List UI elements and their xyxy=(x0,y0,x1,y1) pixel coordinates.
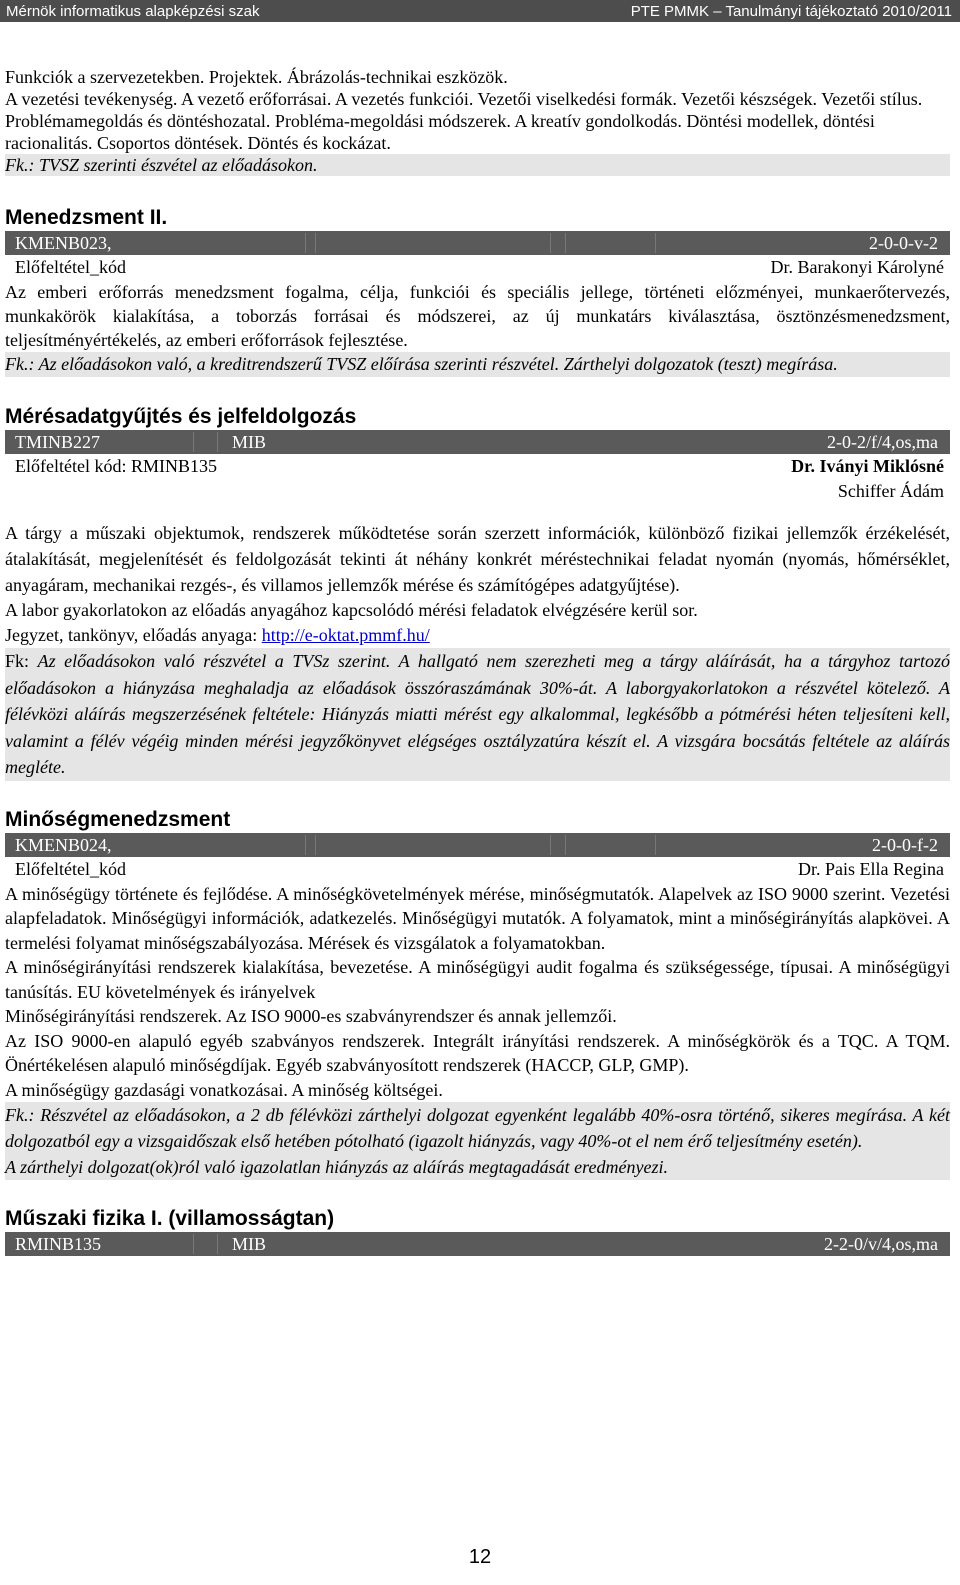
course-title: Menedzsment II. xyxy=(5,206,168,229)
course-requirement: Fk.: Az előadásokon való, a kreditrendszerű TVSZ előírása szerinti részvétel. Zárthelyi dolgozatok (teszt) megírása. xyxy=(5,352,950,377)
course-code: KMENB023, xyxy=(15,233,112,253)
course-code-bar xyxy=(5,1232,950,1256)
course-lecturer: Dr. Iványi Miklósné xyxy=(791,456,944,476)
course-code-bar xyxy=(5,430,950,454)
course-department: MIB xyxy=(232,432,267,452)
requirement-label: Fk: xyxy=(5,651,38,671)
course-labor-note: A labor gyakorlatokon az előadás anyagához kapcsolódó mérési feladatok elvégzésére kerül sor. xyxy=(5,600,698,620)
course-title: Műszaki fizika I. (villamosságtan) xyxy=(5,1207,335,1230)
course-title: Minőségmenedzsment xyxy=(5,807,231,831)
course-lecturer-2: Schiffer Ádám xyxy=(837,481,944,501)
course-materials xyxy=(5,623,950,648)
course-code: KMENB024, xyxy=(15,834,112,855)
course-requirement-2: A zárthelyi dolgozat(ok)ról való igazolatlan hiányzás az aláírás megtagadását eredményezi. xyxy=(5,1154,950,1180)
course-description: Az emberi erőforrás menedzsment fogalma, célja, funkciói és speciális jellege, történeti előzményei, munkaerőtervezés, munkakörök kialakítása, a toborzás forrásai és módszerei, az új munkatárs kiválasztása, ösztönzésmenedzsment, teljesítményértékelés, az emberi erőforrások fejlesztése. xyxy=(5,282,950,350)
page-number: 12 xyxy=(468,1546,492,1568)
requirement-text: Az előadásokon való részvétel a TVSz szerint. A hallgató nem szerezheti meg a tárgy aláírását, ha a tárgyhoz tartozó előadásokon a hiányzása meghaladja az előadások összóraszámának 30%-át. A laborgyakorlatokon a részvétel kötelező. A félévközi aláírás megszerzésének feltétele: Hiányzás miatti mérést egy alkalommal, legkésőbb a pótmérési héten teljesíteni kell, valamint a félév végéig minden mérési jegyzőkönyvet elégséges osztályzatúra készít el. A vizsgára bocsátás feltétele az aláírás megléte. xyxy=(5,651,950,777)
course-description: A minőségügy gazdasági vonatkozásai. A minőség költségei. xyxy=(5,1079,443,1100)
materials-link[interactable]: http://e-oktat.pmmf.hu/ xyxy=(261,625,430,645)
course-requirement xyxy=(5,648,950,781)
course-lecturer: Dr. Barakonyi Károlyné xyxy=(770,257,944,277)
course-prereq-row xyxy=(5,255,950,280)
course-lecturer: Dr. Pais Ella Regina xyxy=(798,858,944,879)
intro-paragraph-2: Problémamegoldás és döntéshozatal. Probléma-megoldási módszerek. A kreatív gondolkodás. Döntési modellek, döntési racionalitás. Csoportos döntések. Döntés és kockázat. xyxy=(5,111,875,153)
course-credit: 2-0-2/f/4,os,ma xyxy=(827,432,938,452)
course-credit: 2-2-0/v/4,os,ma xyxy=(824,1234,938,1254)
course-department: MIB xyxy=(232,1234,267,1254)
course-code: TMINB227 xyxy=(15,432,100,452)
intro-requirement: Fk.: TVSZ szerinti észvétel az előadásokon. xyxy=(5,154,950,176)
course-lecturer-row xyxy=(5,479,950,504)
page-content xyxy=(5,66,950,1256)
intro-paragraph: A vezetési tevékenység. A vezető erőforrásai. A vezetés funkciói. Vezetői viselkedési formák. Vezetői készségek. Vezetői stílus. xyxy=(5,89,923,109)
course-description: A tárgy a műszaki objektumok, rendszerek működtetése során szerzett információk, különböző fizikai jellemzők érzékelését, átalakítását, megjelenítését és feldolgozását tekinti át néhány konkrét méréstechnikai feladat nyomán (nyomás, hőmérséklet, anyagáram, mechanikai rezgés-, és villamos jellemzők mérése és számítógépes adatgyűjtése). xyxy=(5,523,950,595)
course-prereq: Előfeltétel kód: RMINB135 xyxy=(15,456,217,476)
course-code: RMINB135 xyxy=(15,1234,102,1254)
intro-line: Funkciók a szervezetekben. Projektek. Ábrázolás-technikai eszközök. xyxy=(5,67,508,87)
header-right: PTE PMMK – Tanulmányi tájékoztató 2010/2011 xyxy=(630,2,952,20)
page-header xyxy=(0,0,960,22)
course-code-bar xyxy=(5,833,950,857)
course-credit: 2-0-0-f-2 xyxy=(872,834,938,855)
course-requirement: Fk.: Részvétel az előadásokon, a 2 db félévközi zárthelyi dolgozat egyenként legalább 40%-osra történő, sikeres megírása. A két dolgozatból egy a vizsgaidőszak első hetében pótolható (igazolt hiányzás, vagy 40%-ot el nem érő teljesítmény esetén). xyxy=(5,1102,950,1154)
course-description: A minőségirányítási rendszerek kialakítása, bevezetése. A minőségügyi audit fogalma és szükségessége, típusai. A minőségügyi tanúsítás. EU követelmények és irányelvek xyxy=(5,957,950,1002)
course-description: Az ISO 9000-en alapuló egyéb szabványos rendszerek. Integrált irányítási rendszerek. A minőségkörök és a TQC. A TQM. Önértékelésen alapuló minőségdíjak. Egyéb szabványosított rendszerek (HACCP, GLP, GMP). xyxy=(5,1030,950,1075)
course-title: Mérésadatgyűjtés és jelfeldolgozás xyxy=(5,405,357,428)
course-description: A minőségügy története és fejlődése. A minőségkövetelmények mérése, minőségmutatók. Alapelvek az ISO 9000 szerint. Vezetési alapfeladatok. Minőségügyi információk, adatkezelés. Minőségügyi mutatók. A folyamatok, mint a minőségirányítás alapkövei. A termelési folyamat minőségszabályozása. Mérések és vizsgálatok a folyamatokban. xyxy=(5,883,950,953)
header-left: Mérnök informatikus alapképzési szak xyxy=(6,2,260,20)
course-prereq-row xyxy=(5,454,950,479)
course-prereq-row xyxy=(5,857,950,882)
course-code-bar xyxy=(5,231,950,255)
materials-label: Jegyzet, tankönyv, előadás anyaga: xyxy=(5,625,262,645)
course-prereq: Előfeltétel_kód xyxy=(15,257,126,277)
course-prereq: Előfeltétel_kód xyxy=(15,858,126,879)
course-credit: 2-0-0-v-2 xyxy=(869,233,938,253)
course-description: Minőségirányítási rendszerek. Az ISO 9000-es szabványrendszer és annak jellemzői. xyxy=(5,1006,617,1026)
